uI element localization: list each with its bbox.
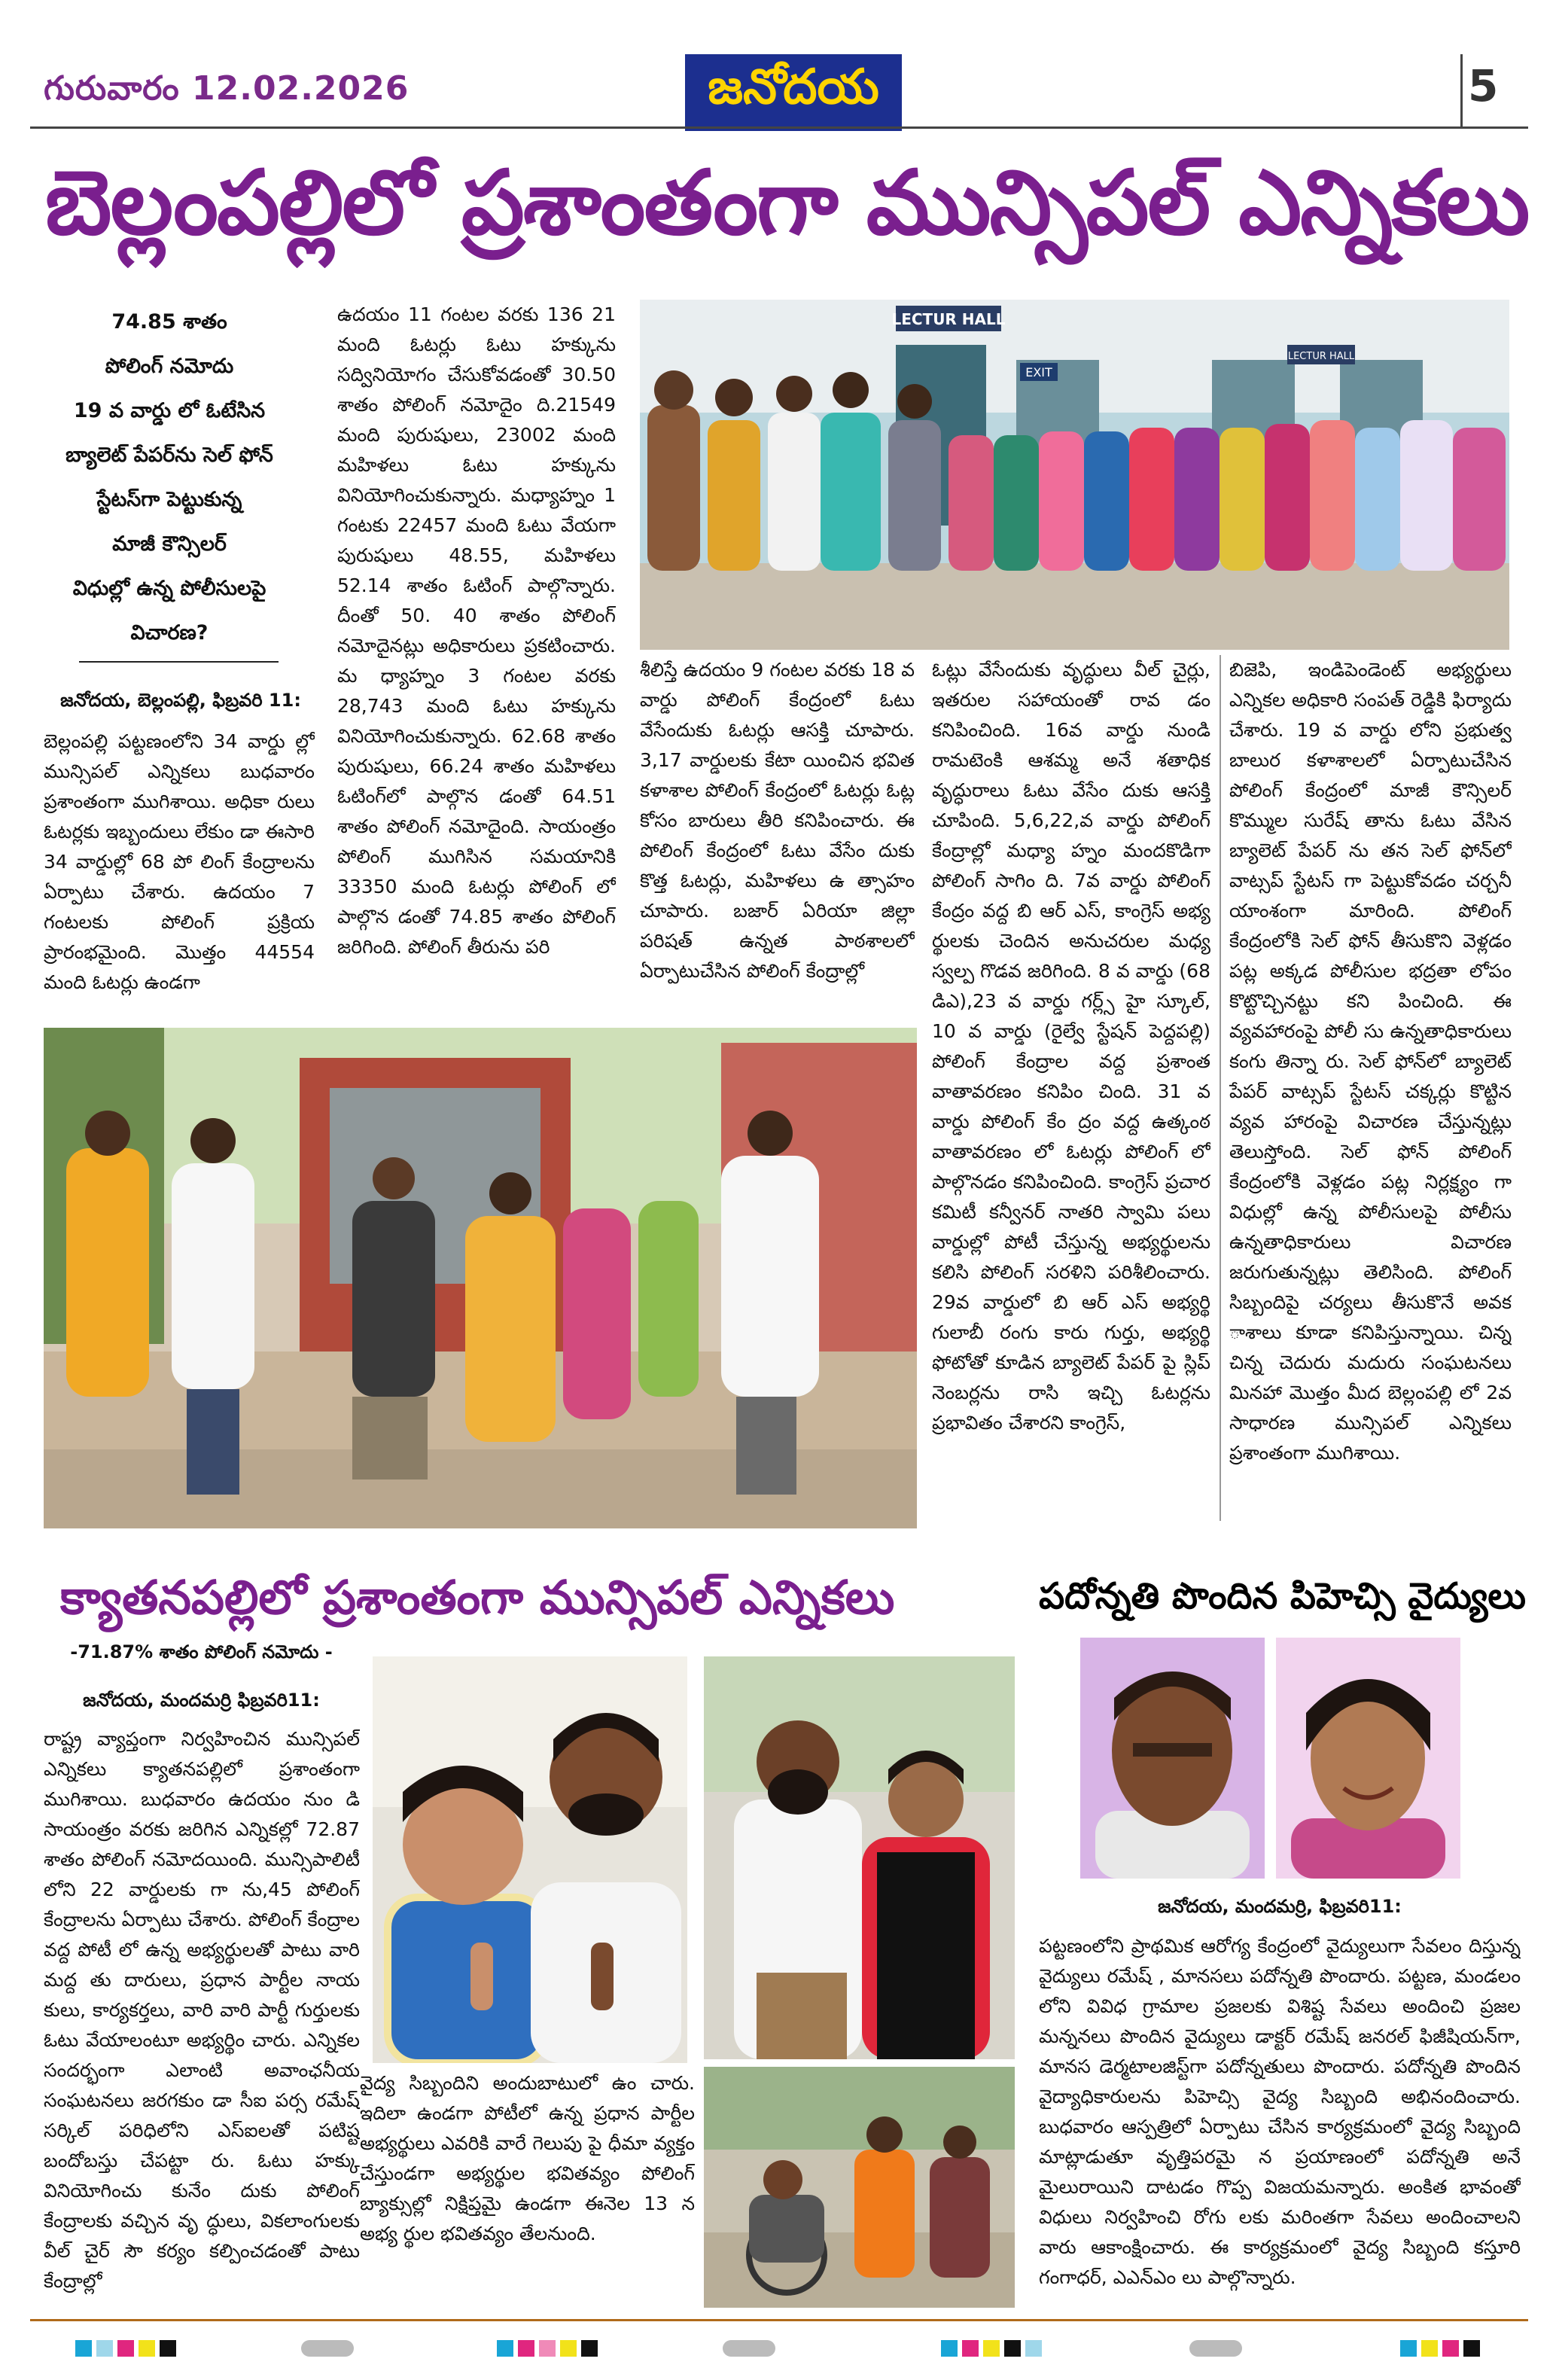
polling-gate-photo: [44, 1028, 917, 1528]
print-registration-marks: [75, 2340, 176, 2357]
print-registration-marks: [497, 2340, 598, 2357]
sign-exit: EXIT: [1025, 365, 1052, 379]
kyathanapalli-headline: క్యాతనపల్లిలో ప్రశాంతంగా మున్సిపల్ ఎన్నికలు: [60, 1570, 895, 1625]
highlight-line: విధుల్లో ఉన్న పోలీసులపై: [72, 577, 266, 600]
header-rule: [30, 126, 1528, 129]
sign-lecture-hall-2: LECTUR HALL: [1287, 351, 1355, 362]
main-column-5: బిజెపి, ఇండిపెండెంట్ అభ్యర్థులు ఎన్నికల అధికారి సంపత్ రెడ్డికి ఫిర్యాదు చేశారు. 19 వ వార్డు లోని ప్రభుత్వ బాలుర కళాశాలలో ఏర్పాటుచేసిన పోలింగ్ కేంద్రంలో మాజీ కౌన్సిలర్ కొమ్ముల సురేష్ తాను ఓటు వేసిన బ్యాలెట్ పేపర్ ను తన సెల్ ఫోన్‌లో వాట్సప్ స్టేటస్ గా పెట్టుకోవడం చర్చనీ యాంశంగా మారింది. పోలింగ్ కేంద్రంలోకి సెల్ ఫోన్ తీసుకొని వెళ్లడం పట్ల అక్కడ పోలీసుల భద్రతా లోపం కొట్టొచ్చినట్టు కని పించింది. ఈ వ్యవహారంపై పోలీ సు ఉన్నతాధికారులు కంగు తిన్నా రు. సెల్ ఫోన్‌లో బ్యాలెట్ పేపర్ వాట్సప్ స్టేటస్ చక్కర్లు కొట్టిన వ్యవ హారంపై విచారణ చేస్తున్నట్లు తెలుస్తోంది. సెల్ ఫోన్ పోలింగ్ కేంద్రంలోకి వెళ్లడం పట్ల నిర్లక్ష్యం గా విధుల్లో ఉన్న పోలీసులపై పోలీసు ఉన్నతాధికారులు విచారణ జరుగుతున్నట్లు తెలిసింది. పోలింగ్ సిబ్బందిపై చర్యలు తీసుకొనే అవక ాశాలు కూడా కనిపిస్తున్నాయి. చిన్న చిన్న చెదురు మదురు సంఘటనలు మినహా మొత్తం మీద బెల్లంపల్లి లో 2వ సాధారణ మున్సిపల్ ఎన్నికలు ప్రశాంతంగా ముగిశాయి.: [1229, 659, 1512, 1464]
main-column-2: ఉదయం 11 గంటల వరకు 136 21 మంది ఓటర్లు ఓటు హక్కును సద్వినియోగం చేసుకోవడంతో 30.50 శాతం పోలింగ్ నమోదైం ది.21549 మంది పురుషులు, 23002 మంది మహిళలు ఓటు హక్కును వినియోగించుకున్నారు. మధ్యాహ్నం 1 గంటకు 22457 మంది ఓటు వేయగా పురుషులు 48.55, మహిళలు 52.14 శాతం ఓటింగ్ పాల్గొన్నారు. దీంతో 50. 40 శాతం పోలింగ్ నమోదైనట్లు అధికారులు ప్రకటించారు. మ ధ్యాహ్నం 3 గంటల వరకు 28,743 మంది ఓటు హక్కును వినియోగించుకున్నారు. 62.68 శాతం పురుషులు, 66.24 శాతం మహిళలు ఓటింగ్‌లో పాల్గొన డంతో 64.51 శాతం పోలింగ్ నమోదైంది. సాయంత్రం పోలింగ్ ముగిసిన సమయానికి 33350 మంది ఓటర్లు పోలింగ్ లో పాల్గొన డంతో 74.85 శాతం పోలింగ్ జరిగింది. పోలింగ్ తీరును పరి: [337, 303, 616, 958]
page-number: 5: [1468, 60, 1499, 111]
main-column-4: ఓట్లు వేసేందుకు వృద్ధులు వీల్ చైర్లు, ఇతరుల సహాయంతో రావ డం కనిపించింది. 16వ వార్డు నుండి రామటెంకి ఆశమ్మ అనే శతాధిక వృద్ధురాలు ఓటు వేసేం దుకు ఆసక్తి చూపింది. 5,6,22,వ వార్డు పోలింగ్ కేంద్రాల్లో మధ్యా హ్నం మందకొడిగా పోలింగ్ సాగిం ది. 7వ వార్డు పోలింగ్ కేంద్రం వద్ద బి ఆర్ ఎస్, కాంగ్రెస్ అభ్య ర్థులకు చెందిన అనుచరుల మధ్య స్వల్ప గొడవ జరిగింది. 8 వ వార్డు (68 డిఎ),23 వ వార్డు గర్ల్స్ హై స్కూల్, 10 వ వార్డు (రైల్వే స్టేషన్ పెద్దపల్లి) పోలింగ్ కేంద్రాల వద్ద ప్రశాంత వాతావరణం కనిపిం చింది. 31 వ వార్డు పోలింగ్ కేం ద్రం వద్ద ఉత్కంఠ వాతావరణం లో ఓటర్లు పోలింగ్ లో పాల్గొనడం కనిపించింది. కాంగ్రెస్ ప్రచార కమిటీ కన్వీనర్ నాతరి స్వామి పలు వార్డుల్లో పోటీ చేస్తున్న అభ్యర్థులను కలిసి పోలింగ్ సరళిని పరిశీలించారు. 29వ వార్డులో బి ఆర్ ఎస్ అభ్యర్థి గులాబీ రంగు కారు గుర్తు, అభ్యర్థి ఫోటోతో కూడిన బ్యాలెట్ పేపర్ పై స్లిప్ నెంబర్లను రాసి ఇచ్చి ఓటర్లను ప్రభావితం చేశారని కాంగ్రెస్,: [932, 659, 1210, 1434]
footer-rule: [30, 2319, 1528, 2321]
highlight-line: బ్యాలెట్ పేపర్‌ను సెల్ ఫోన్: [65, 443, 273, 467]
kyathanapalli-body: రాష్ట్ర వ్యాప్తంగా నిర్వహించిన మున్సిపల్ ఎన్నికలు క్యాతనపల్లిలో ప్రశాంతంగా ముగిశాయి. బుధవారం ఉదయం నుం డి సాయంత్రం వరకు జరిగిన ఎన్నికల్లో 72.87 శాతం పోలింగ్ నమోదయింది. మున్సిపాలిటీ లోని 22 వార్డులకు గా ను,45 పోలింగ్ కేంద్రాలను ఏర్పాటు చేశారు. పోలింగ్ కేంద్రాల వద్ద పోటీ లో ఉన్న అభ్యర్థులతో పాటు వారి మద్ద తు దారులు, ప్రధాన పార్టీల నాయ కులు, కార్యకర్తలు, వారి వారి పార్టీ గుర్తులకు ఓటు వేయాలంటూ అభ్యర్థిం చారు. ఎన్నికల సందర్భంగా ఎలాంటి అవాంఛనీయ సంఘటనలు జరగకుం డా సీఐ పర్స రమేష్ సర్కిల్ పరిధిలోని ఎస్ఐలతో పటిష్ట బందోబస్తు చేపట్టా రు. ఓటు హక్కు వినియోగించు కునేం దుకు పోలింగ్ కేంద్రాలకు వచ్చిన వృ ద్ధులు, వికలాంగులకు వీల్ చైర్ సౌ కర్యం కల్పించడంతో పాటు కేంద్రాల్లో: [44, 1728, 360, 2292]
doctor-manasa-photo: [1276, 1638, 1460, 1879]
sidebar-divider: [79, 661, 279, 663]
kyathanapalli-subhead: -71.87% శాతం పోలింగ్ నమోదు -: [70, 1641, 333, 1662]
print-oval-mark: [723, 2340, 775, 2357]
story-highlights: [45, 300, 294, 655]
print-oval-mark: [1189, 2340, 1242, 2357]
masthead-logo: [685, 54, 902, 131]
highlight-line: స్టేటస్‌గా పెట్టుకున్న: [96, 488, 242, 511]
promotion-headline: పదోన్నతి పొందిన పిహెచ్సి వైద్యులు: [1039, 1575, 1527, 1617]
print-registration-marks: [941, 2340, 1042, 2357]
promotion-body: పట్టణంలోని ప్రాథమిక ఆరోగ్య కేంద్రంలో వైద్యులుగా సేవలం దిస్తున్న వైద్యులు రమేష్ , మానసలు పదోన్నతి పొందారు. పట్టణ, మండలం లోని వివిధ గ్రామాల ప్రజలకు విశిష్ట సేవలు అందించి ప్రజల మన్ననలు పొందిన వైద్యులు డాక్టర్ రమేష్ జనరల్ ఫిజీషియన్‌గా, మానస డెర్మటాలజిస్ట్‌గా పదోన్నతులు పొందారు. పదోన్నతి పొందిన వైద్యాధికారులను పిహెచ్సి వైద్య సిబ్బంది అభినందించారు. బుధవారం ఆస్పత్రిలో ఏర్పాటు చేసిన కార్యక్రమంలో వైద్య సిబ్బంది మాట్లాడుతూ వృత్తిపరమై న ప్రయాణంలో పదోన్నతి అనే మైలురాయిని దాటడం గొప్ప విజయమన్నారు. అంకిత భావంతో విధులు నిర్వహించి రోగు లకు మరింతగా సేవలు అందించాలని వారు ఆకాంక్షించారు. ఈ కార్యక్రమంలో వైద్య సిబ్బంది కస్తూరి గంగాధర్, ఎఎన్ఎం లు పాల్గొన్నారు.: [1039, 1935, 1521, 2288]
highlight-line: విచారణ?: [130, 621, 209, 645]
column-divider: [1220, 655, 1221, 1521]
voters-ink-photo-1: [373, 1656, 687, 2063]
page-number-divider: [1460, 54, 1463, 126]
voters-ink-photo-2: [704, 1656, 1015, 2059]
kyathanapalli-dateline: జనోదయ, మందమర్రి ఫిబ్రవరి11:: [83, 1690, 320, 1711]
sign-lecture-hall: LECTUR HALL: [891, 310, 1006, 328]
doctor-ramesh-photo: [1080, 1638, 1265, 1879]
main-column-3: శీలిస్తే ఉదయం 9 గంటల వరకు 18 వ వార్డు పోలింగ్ కేంద్రంలో ఓటు వేసేందుకు ఓటర్లు ఆసక్తి చూపారు. 3,17 వార్డులకు కేటా యించిన భవిత కళాశాల పోలింగ్ కేంద్రంలో ఓటర్లు ఓట్ల కోసం బారులు తీరి కనిపించారు. ఈ పోలింగ్ కేంద్రంలో ఓటు వేసేం దుకు కొత్త ఓటర్లు, మహిళలు ఉ త్సాహం చూపారు. బజార్ ఏరియా జిల్లా పరిషత్ ఉన్నత పాఠశాలలో ఏర్పాటుచేసిన పోలింగ్ కేంద్రాల్లో: [640, 659, 915, 982]
promotion-dateline: జనోదయ, మందమర్రి, ఫిబ్రవరి11:: [1158, 1896, 1402, 1917]
print-oval-mark: [301, 2340, 354, 2357]
highlight-line: 19 వ వార్డు లో ఓటేసిన: [73, 399, 266, 422]
print-registration-marks: [1400, 2340, 1480, 2357]
highlight-line: మాజీ కౌన్సిలర్: [112, 532, 227, 556]
queue-photo: [640, 300, 1509, 650]
main-column-1: బెల్లంపల్లి పట్టణంలోని 34 వార్డు ల్లో మున్సిపల్ ఎన్నికలు బుధవారం ప్రశాంతంగా ముగిశాయి. అధికా రులు ఓటర్లకు ఇబ్బందులు లేకుం డా ఈసారి 34 వార్డుల్లో 68 పో లింగ్ కేంద్రాలను ఏర్పాటు చేశారు. ఉదయం 7 గంటలకు పోలింగ్ ప్రక్రియ ప్రారంభమైంది. మొత్తం 44554 మంది ఓటర్లు ఉండగా: [44, 730, 315, 993]
main-dateline: జనోదయ, బెల్లంపల్లి, ఫిబ్రవరి 11:: [60, 690, 301, 711]
issue-date: గురువారం 12.02.2026: [44, 69, 410, 108]
masthead-title: జనోదయ: [708, 59, 879, 115]
main-headline: బెల్లంపల్లిలో ప్రశాంతంగా మున్సిపల్ ఎన్నికలు: [45, 151, 1529, 254]
kyathanapalli-continued: వైద్య సిబ్బందిని అందుబాటులో ఉం చారు. ఇదిలా ఉండగా పోటీలో ఉన్న ప్రధాన పార్టీల అభ్యర్థులు ఎవరికి వారే గెలుపు పై ధీమా వ్యక్తం చేస్తుండగా అభ్యర్థుల భవితవ్యం పోలింగ్ బ్యాక్సుల్లో నిక్షిప్తమై ఉండగా ఈనెల 13 న అభ్య ర్థుల భవితవ్యం తేలనుంది.: [360, 2072, 695, 2244]
highlight-line: పోలింగ్ నమోదు: [105, 355, 234, 378]
wheelchair-voter-photo: [704, 2067, 1015, 2308]
highlight-line: 74.85 శాతం: [111, 310, 227, 334]
